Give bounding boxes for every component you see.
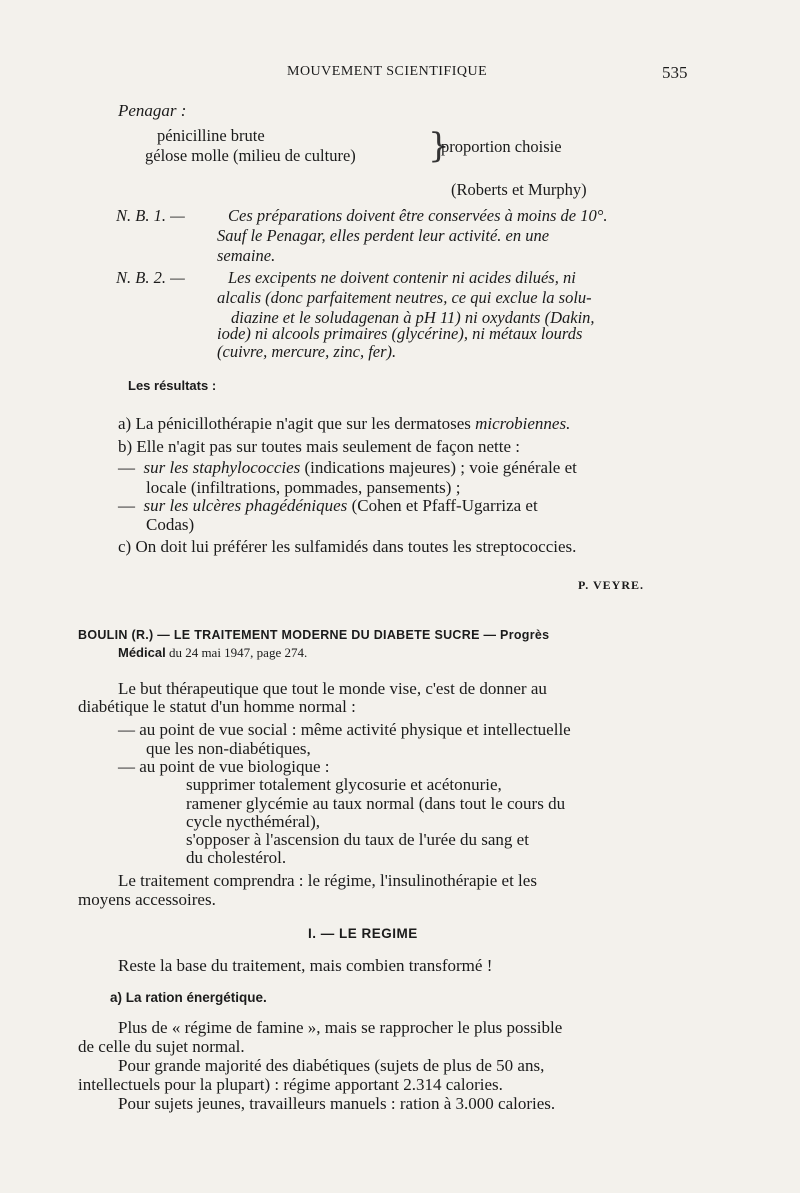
penagar-title: Penagar : xyxy=(118,101,187,120)
paragraph-line: ramener glycémie au taux normal (dans tout le cours du xyxy=(186,794,566,813)
paragraph-line: que les non-diabétiques, xyxy=(146,739,311,758)
result-b1-line2: locale (infiltrations, pommades, pansements) ; xyxy=(146,478,461,497)
result-a-italic: microbiennes. xyxy=(475,414,571,433)
nb2-label: N. B. 2. — xyxy=(116,268,185,287)
nb2-line: iode) ni alcools primaires (glycérine), ni métaux lourds xyxy=(217,324,583,343)
dash: — xyxy=(118,458,135,477)
paragraph-line: Plus de « régime de famine », mais se rapprocher le plus possible xyxy=(118,1018,563,1037)
paragraph-line: du cholestérol. xyxy=(186,848,287,867)
penagar-ingredient-2: gélose molle (milieu de culture) xyxy=(145,146,356,165)
article-reference: BOULIN (R.) — LE TRAITEMENT MODERNE DU DIABETE SUCRE — Progrès xyxy=(78,628,550,642)
nb2-line: (cuivre, mercure, zinc, fer). xyxy=(217,342,397,361)
nb1-line: Ces préparations doivent être conservées à moins de 10°. xyxy=(228,206,608,225)
result-b2-italic: sur les ulcères phagédéniques xyxy=(143,496,348,515)
section-title: I. — LE REGIME xyxy=(308,926,418,941)
paragraph-line: cycle nycthéméral), xyxy=(186,812,321,831)
paragraph-line: Pour sujets jeunes, travailleurs manuels : ration à 3.000 calories. xyxy=(118,1094,556,1113)
result-b2-line2: Codas) xyxy=(146,515,195,534)
nb2-line: Les excipents ne doivent contenir ni acides dilués, ni xyxy=(228,268,576,287)
signature: P. VEYRE. xyxy=(578,578,645,592)
paragraph-line: Le but thérapeutique que tout le monde vise, c'est de donner au xyxy=(118,679,547,698)
nb2-line: diazine et le soludagenan à pH 11) ni oxydants (Dakin, xyxy=(231,308,595,327)
paragraph-line: Pour grande majorité des diabétiques (sujets de plus de 50 ans, xyxy=(118,1056,545,1075)
page-number: 535 xyxy=(662,63,688,82)
paragraph-line: de celle du sujet normal. xyxy=(78,1037,245,1056)
result-c: c) On doit lui préférer les sulfamidés dans toutes les streptococcies. xyxy=(118,537,577,556)
running-title: MOUVEMENT SCIENTIFIQUE xyxy=(287,64,488,79)
paragraph-line: diabétique le statut d'un homme normal : xyxy=(78,697,356,716)
paragraph-line: s'opposer à l'ascension du taux de l'urée du sang et xyxy=(186,830,529,849)
result-a xyxy=(118,414,570,434)
result-b1-rest: (indications majeures) ; voie générale et xyxy=(300,458,577,477)
penagar-citation: (Roberts et Murphy) xyxy=(451,180,587,199)
paragraph-line: supprimer totalement glycosurie et acétonurie, xyxy=(186,775,502,794)
nb2-line: alcalis (donc parfaitement neutres, ce qui exclue la solu- xyxy=(217,288,592,307)
penagar-ingredient-1: pénicilline brute xyxy=(157,126,265,145)
paragraph-line: — au point de vue biologique : xyxy=(118,757,330,776)
dash: — xyxy=(118,496,135,515)
section-lead: Reste la base du traitement, mais combien transformé ! xyxy=(118,956,493,975)
result-b1-italic: sur les staphylococcies xyxy=(143,458,301,477)
result-b1 xyxy=(118,458,577,478)
paragraph-line: — au point de vue social : même activité physique et intellectuelle xyxy=(118,720,571,739)
nb1-label: N. B. 1. — xyxy=(116,206,185,225)
paragraph-line: Le traitement comprendra : le régime, l'insulinothérapie et les xyxy=(118,871,537,890)
result-a-text: a) La pénicillothérapie n'agit que sur les dermatoses xyxy=(118,414,476,433)
nb1-line: Sauf le Penagar, elles perdent leur activité. en une xyxy=(217,226,550,245)
paragraph-line: intellectuels pour la plupart) : régime apportant 2.314 calories. xyxy=(78,1075,503,1094)
results-heading: Les résultats : xyxy=(128,378,217,393)
journal-name: Médical xyxy=(118,645,166,660)
paragraph-line: moyens accessoires. xyxy=(78,890,216,909)
result-b: b) Elle n'agit pas sur toutes mais seulement de façon nette : xyxy=(118,437,520,456)
result-b2 xyxy=(118,496,538,516)
result-b2-rest: (Cohen et Pfaff-Ugarriza et xyxy=(347,496,538,515)
article-reference-line2 xyxy=(118,645,307,661)
journal-date: du 24 mai 1947, page 274. xyxy=(165,645,308,660)
penagar-proportion: proportion choisie xyxy=(441,137,562,156)
brace-icon: } xyxy=(428,126,450,166)
nb1-line: semaine. xyxy=(217,246,276,265)
sub-heading: a) La ration énergétique. xyxy=(110,990,267,1005)
